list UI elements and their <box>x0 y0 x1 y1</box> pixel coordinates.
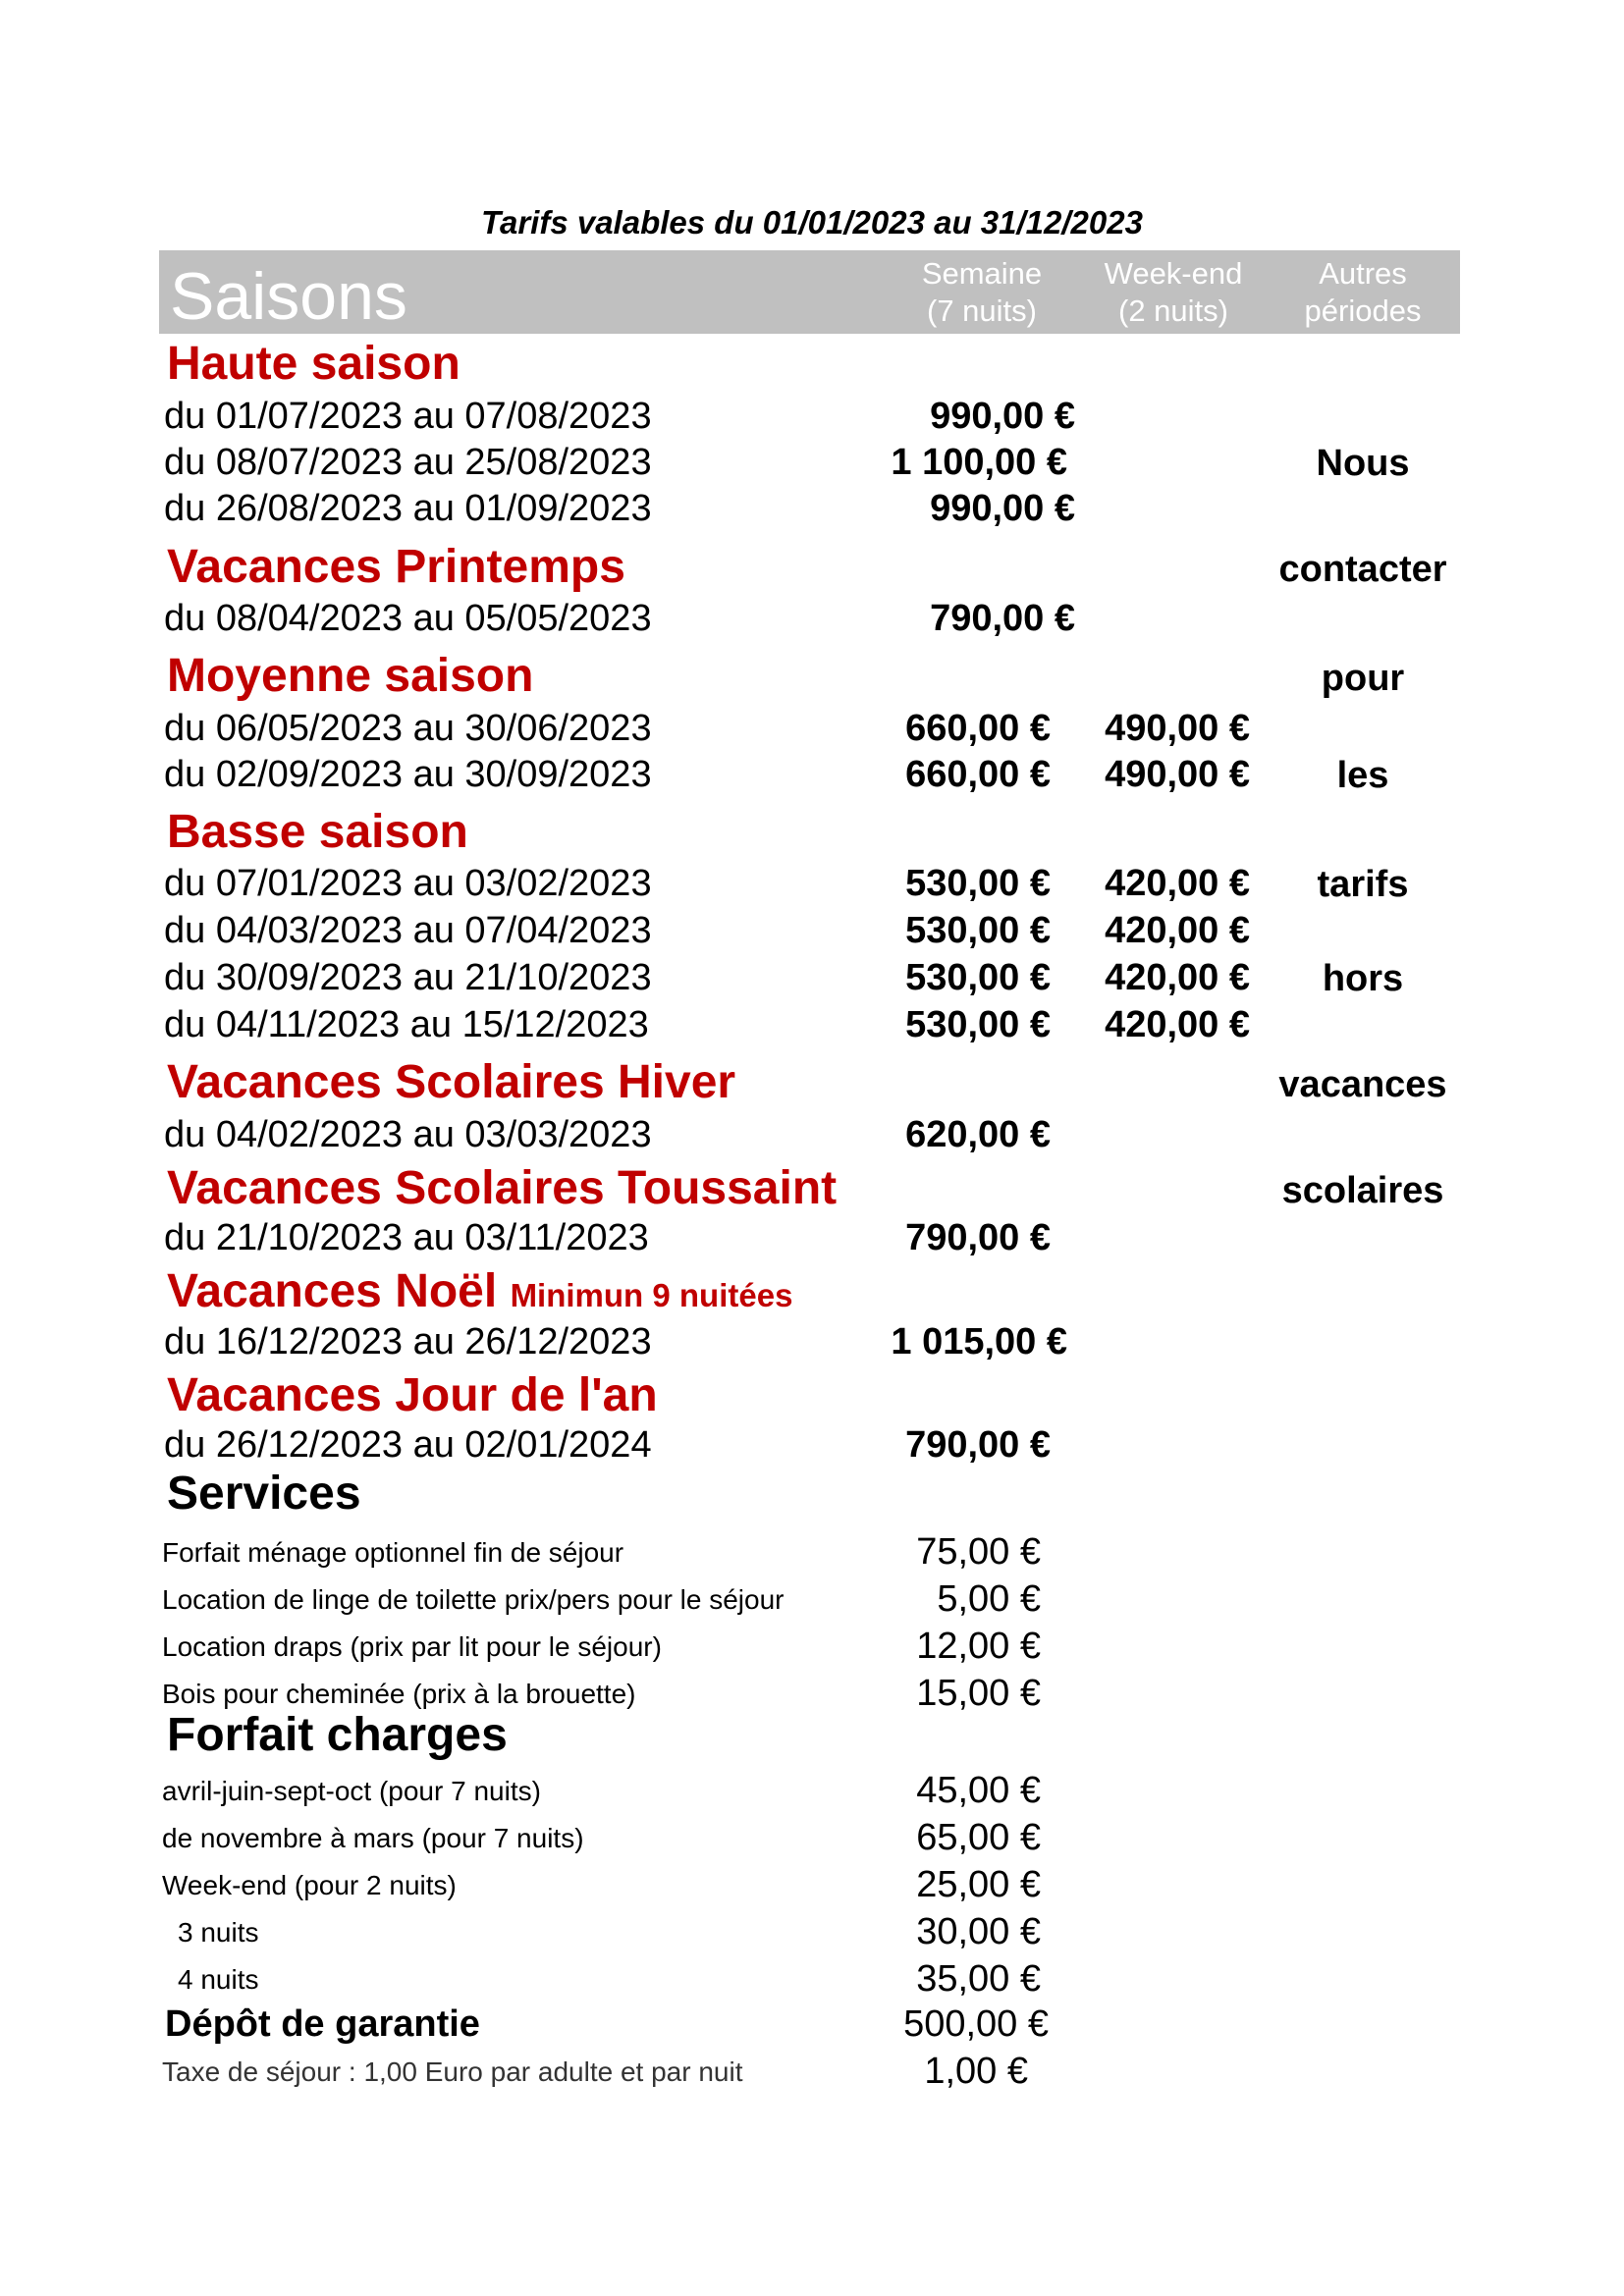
section-vacances-printemps: Vacances Printemps <box>167 541 625 593</box>
service-item-2-label: Location de linge de toilette prix/pers pour le séjour <box>162 1584 785 1615</box>
header-semaine-line2: (7 nuits) <box>927 294 1037 328</box>
charge-item-5-price: 35,00 € <box>916 1958 1041 2000</box>
section-vacances-hiver: Vacances Scolaires Hiver <box>167 1056 736 1108</box>
header-semaine <box>893 255 1070 330</box>
basse-row-3-dates: du 30/09/2023 au 21/10/2023 <box>164 957 652 998</box>
haute-row-2-semaine: 1 100,00 € <box>891 442 1067 483</box>
basse-row-2-dates: du 04/03/2023 au 07/04/2023 <box>164 910 652 951</box>
service-item-4-price: 15,00 € <box>916 1673 1041 1714</box>
autres-word-8: scolaires <box>1281 1170 1444 1211</box>
service-item-2-price: 5,00 € <box>937 1578 1041 1620</box>
hiver-row-1-semaine: 620,00 € <box>905 1114 1051 1155</box>
section-haute-saison: Haute saison <box>167 338 460 390</box>
basse-row-4-semaine: 530,00 € <box>905 1004 1051 1045</box>
taxe-label: Taxe de séjour : 1,00 Euro par adulte et par nuit <box>162 2056 743 2087</box>
charge-item-2-price: 65,00 € <box>916 1817 1041 1858</box>
autres-word-6: hors <box>1322 958 1404 999</box>
noel-label: Vacances Noël <box>167 1265 498 1317</box>
section-vacances-jour-de-lan: Vacances Jour de l'an <box>167 1369 658 1421</box>
charge-item-4-price: 30,00 € <box>916 1911 1041 1952</box>
autres-word-3: pour <box>1321 658 1405 699</box>
haute-row-2-dates: du 08/07/2023 au 25/08/2023 <box>164 442 652 483</box>
haute-row-1-dates: du 01/07/2023 au 07/08/2023 <box>164 396 652 437</box>
haute-row-3-semaine: 990,00 € <box>930 488 1075 529</box>
basse-row-3-weekend: 420,00 € <box>1105 957 1250 998</box>
section-vacances-toussaint: Vacances Scolaires Toussaint <box>167 1162 838 1214</box>
header-weekend-line2: (2 nuits) <box>1118 294 1228 328</box>
haute-row-1-semaine: 990,00 € <box>930 396 1075 437</box>
header-autres-line2: périodes <box>1304 294 1422 328</box>
charge-item-4-label: 3 nuits <box>178 1917 259 1948</box>
printemps-row-1-dates: du 08/04/2023 au 05/05/2023 <box>164 598 652 639</box>
haute-row-3-dates: du 26/08/2023 au 01/09/2023 <box>164 488 652 529</box>
basse-row-1-dates: du 07/01/2023 au 03/02/2023 <box>164 863 652 904</box>
document-title: Tarifs valables du 01/01/2023 au 31/12/2023 <box>481 204 1143 240</box>
autres-word-1: Nous <box>1316 443 1410 484</box>
section-forfait-charges: Forfait charges <box>167 1709 508 1761</box>
section-vacances-noel <box>167 1264 792 1318</box>
toussaint-row-1-dates: du 21/10/2023 au 03/11/2023 <box>164 1217 649 1258</box>
moyenne-row-1-semaine: 660,00 € <box>905 708 1051 749</box>
service-item-1-price: 75,00 € <box>916 1531 1041 1573</box>
basse-row-2-semaine: 530,00 € <box>905 910 1051 951</box>
basse-row-4-dates: du 04/11/2023 au 15/12/2023 <box>164 1004 649 1045</box>
charge-item-1-price: 45,00 € <box>916 1770 1041 1811</box>
jourdelan-row-1-dates: du 26/12/2023 au 02/01/2024 <box>164 1424 652 1466</box>
printemps-row-1-semaine: 790,00 € <box>930 598 1075 639</box>
taxe-price: 1,00 € <box>924 2051 1028 2092</box>
autres-word-2: contacter <box>1278 549 1447 590</box>
basse-row-3-semaine: 530,00 € <box>905 957 1051 998</box>
header-saisons: Saisons <box>170 259 407 334</box>
header-autres <box>1274 255 1451 330</box>
charge-item-3-label: Week-end (pour 2 nuits) <box>162 1870 457 1900</box>
moyenne-row-1-dates: du 06/05/2023 au 30/06/2023 <box>164 708 652 749</box>
noel-row-1-semaine: 1 015,00 € <box>891 1321 1067 1362</box>
moyenne-row-2-semaine: 660,00 € <box>905 754 1051 795</box>
service-item-3-price: 12,00 € <box>916 1626 1041 1667</box>
autres-word-5: tarifs <box>1317 864 1409 905</box>
jourdelan-row-1-semaine: 790,00 € <box>905 1424 1051 1466</box>
header-weekend-line1: Week-end <box>1104 256 1243 291</box>
moyenne-row-2-weekend: 490,00 € <box>1105 754 1250 795</box>
moyenne-row-1-weekend: 490,00 € <box>1105 708 1250 749</box>
service-item-3-label: Location draps (prix par lit pour le séjour) <box>162 1631 662 1662</box>
autres-word-4: les <box>1336 755 1389 796</box>
depot-label: Dépôt de garantie <box>165 2003 480 2045</box>
section-moyenne-saison: Moyenne saison <box>167 650 534 702</box>
autres-word-7: vacances <box>1278 1064 1447 1105</box>
charge-item-1-label: avril-juin-sept-oct (pour 7 nuits) <box>162 1776 541 1806</box>
basse-row-1-semaine: 530,00 € <box>905 863 1051 904</box>
section-basse-saison: Basse saison <box>167 806 468 858</box>
header-semaine-line1: Semaine <box>921 256 1043 291</box>
basse-row-4-weekend: 420,00 € <box>1105 1004 1250 1045</box>
charge-item-2-label: de novembre à mars (pour 7 nuits) <box>162 1823 584 1853</box>
charge-item-3-price: 25,00 € <box>916 1864 1041 1905</box>
header-weekend <box>1085 255 1262 330</box>
toussaint-row-1-semaine: 790,00 € <box>905 1217 1051 1258</box>
hiver-row-1-dates: du 04/02/2023 au 03/03/2023 <box>164 1114 652 1155</box>
basse-row-2-weekend: 420,00 € <box>1105 910 1250 951</box>
section-services: Services <box>167 1468 361 1520</box>
header-autres-line1: Autres <box>1319 256 1407 291</box>
charge-item-5-label: 4 nuits <box>178 1964 259 1995</box>
service-item-1-label: Forfait ménage optionnel fin de séjour <box>162 1537 624 1568</box>
service-item-4-label: Bois pour cheminée (prix à la brouette) <box>162 1679 636 1709</box>
basse-row-1-weekend: 420,00 € <box>1105 863 1250 904</box>
noel-note: Minimun 9 nuitées <box>510 1277 793 1313</box>
noel-row-1-dates: du 16/12/2023 au 26/12/2023 <box>164 1321 652 1362</box>
depot-price: 500,00 € <box>903 2003 1049 2045</box>
moyenne-row-2-dates: du 02/09/2023 au 30/09/2023 <box>164 754 652 795</box>
